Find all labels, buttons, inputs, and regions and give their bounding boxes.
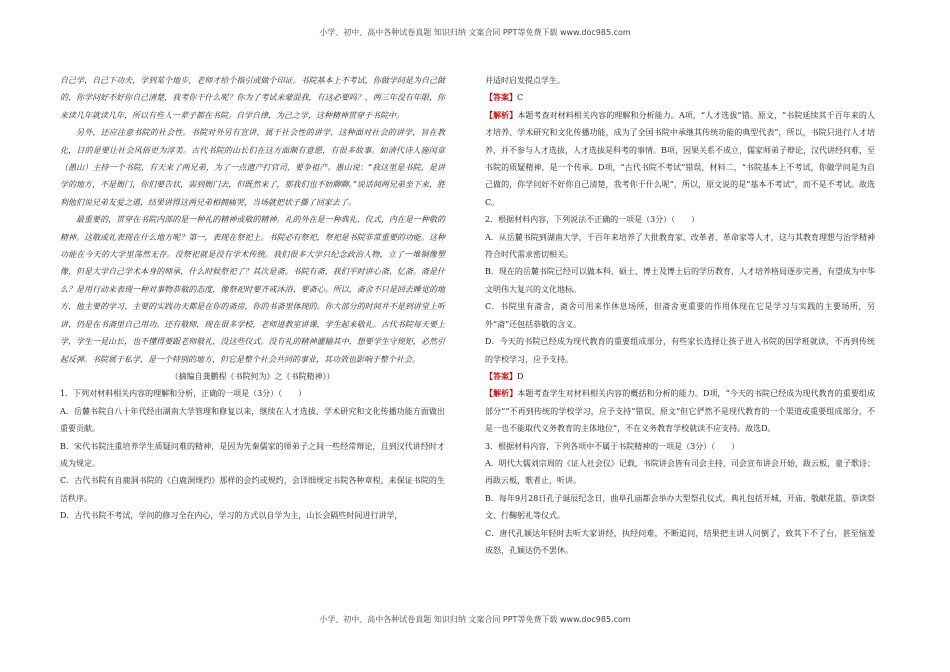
explanation-2 [485,385,875,437]
question-3-option-b: B．每年9月28日孔子诞辰纪念日，曲阜孔庙都会举办大型祭孔仪式，典礼包括开城、开庙、敬献花篮、恭读祭文、行鞠躬礼等仪式。 [485,493,875,521]
question-3: 3．根据材料内容，下列各项中不属于书院精神的一项是（3分）（ ） [485,441,740,451]
answer-1-value: C [517,93,524,103]
explanation-1-text: 本题考查对材料相关内容的理解和分析能力。A项，“人才选拔”错。原文，“书院延续其千百年来的人才培养、学术研究和文化传播功能，成为了全国书院中承继其传统功能的典型代表”，所以，书院只进行人才培养，并不参与人才选拔，人才选拔是科考的事情。B项，因果关系不成立，儒家师弟子辩论，汉代讲经问难，至书院的质疑精神，是一个传承。D项，“古代书院不考试”错误，材料二，“书院基本上不考试，你做学问是为自己做的，你学问好不好你自己清楚，我考你干什么呢”，所以，原文说的是“基本不考试”，而不是不考试。故选C。 [485,110,876,207]
answer-2-value: D [517,371,524,381]
question-2-option-d: D．今天的书院已经成为现代教育的重要组成部分，有些家长选择让孩子进入书院的国学班就读，不再到传统的学校学习，应予支持。 [485,337,875,364]
question-1-option-d-continued: 并适时启发提点学生。 [485,76,565,85]
question-2-option-b: B．现在的岳麓书院已经可以做本科、硕士、博士及博士后的学历教育，人才培养格局逐步完善，有望成为中华文明伟大复兴的文化地标。 [485,267,875,294]
question-3-option-a: A．明代大儒刘宗周的《证人社会仪》记载，书院讲会皆有司会主持，司会宣布讲会开始，跋云板，童子歌诗；再跋云板，歌者止，听讲。 [485,458,875,486]
explanation-1 [485,107,875,211]
answer-1-tag: 【答案】 [485,93,517,103]
passage-paragraph-2: 另外，还应注意书院的社会性。书院对外另有宣讲，属于社会性的讲学，这种面对社会的讲学，旨在教化，目的是要让社会风俗更为淳美。古代书院的山长们在这方面颇有意愿，有很多故事。如清代诗人施闰章（愚山）主持一个书院，有天来了两兄弟，为了一点遗产打官司，要争祖产。愚山说：“我这里是书院，是讲学的地方，不是衙门，你们要告状，需到衙门去，但既然来了，那我们也不妨聊聊。”说话间两兄弟坐下来，胜利他们说兄弟友爱之道，结果讲得这两兄弟相拥痛哭，当场就把状子撕了回家去了。 [60,128,445,207]
page-header: 小学、初中、高中各种试卷真题 知识归纳 文案合同 PPT等免费下载 www.doc985.com [319,28,631,37]
question-1-option-d: D．古代书院不考试，学问的修习全在内心，学习的方式以自学为主，山长会隔些时间进行讲学， [60,511,403,521]
passage-source: （摘编自龚鹏程《书院何为》之《书院精神》） [170,371,335,381]
question-1-option-c: C．古代书院有自鹿洞书院的《白鹿洞规约》那样的会约或规约，会详细规定书院各种章程，来保证书院的生活秩序。 [60,476,445,503]
question-1: 1．下列对材料相关内容的理解和分析，正确的一项是（3分）（ ） [60,389,307,399]
page-footer: 小学、初中、高中各种试卷真题 知识归纳 文案合同 PPT等免费下载 www.doc985.com [319,615,631,624]
question-3-option-c: C．唐代孔颖达年轻时去听大家讲经，执经问难，不断追问，结果把主讲人问倒了，致其下不了台，甚至恼羞成怒，孔颖达仍不罢休。 [485,528,875,555]
answer-2-tag: 【答案】 [485,371,517,381]
question-2-option-c: C．书院里有斋舍，斋舍可用来作休息场所，但斋舍更重要的作用体现在它是学习与实践的主要场所，另外“斋”还包括恭敬的含义。 [485,302,875,329]
passage-paragraph-1: 自己学，自己下功夫，学到某个地步，老师才给个指引或做个印证。书院基本上不考试，你做学问是为自己做的，你学问好不好你自己清楚，我考你干什么呢？你为了考试来蒙混我，有这必要吗？，两三年没有年限，你来读几年就读几年，所以有些人一辈子都在书院。自学自律，为己之学，这种精神贯穿于书院中。 [60,76,445,120]
question-2-option-a: A．从岳麓书院到湖南大学，千百年来培养了大批教育家、改革者、革命家等人才，这与其教育理想与治学精神符合时代需求密切相关。 [485,232,875,260]
question-1-option-b: B．宋代书院注重培养学生质疑问难的精神，是因为先秦儒家的师弟子之间一些经常辩论，且到汉代讲经时才成为规定。 [60,441,445,468]
right-column [485,72,875,559]
question-1-option-a: A．岳麓书院自八十年代经由湖南大学管理和修复以来，继续在人才选拔、学术研究和文化传播功能方面做出重要贡献。 [60,406,445,434]
passage-paragraph-3: 最重要的，贯穿在书院内部的是一种礼的精神或敬的精神。礼的外在是一种典礼、仪式，内在是一种敬的精神。这敬或礼表现在什么地方呢？第一，表现在祭祀上。书院必有祭祀，祭祀是书院非常重要的功能。这种功能在今天的大学里荡然无存。没祭祀就是没有学术传统。我们很多大学只纪念政治人物，立了一堆铜像塑像，但是大学自己学术本身的师承，什么时候祭祀了？其次是斋。书院有斋，我们平时讲心斋、忆斋。斋是什么？是用行动来表现一种对事物恭敬的态度，像祭祀时要齐戒沐浴、要斋心。所以，斋舍不只是回去睡觉的地方，他主要的学习、主要的实践功夫都是在你的斋房，你的书斋里体现的。你大部分的时间并不是到讲堂上听讲，仍是在书斋里自己用功。还有敬师，现在很多学校，老师进教室讲课，学生起来敬礼。古代书院每天要上学，学生一見山长，也不懂得要跟老师敬礼，没这些仪式。没有礼的精神灌输其中，想要学生守规矩，必然引起反弹。书院属于私学，是一个特别的地方，但它是整个社会共同的事业，其功效也影响于整个社会。 [60,215,445,364]
explanation-2-tag: 【解析】 [485,389,518,399]
answer-2 [485,368,875,385]
explanation-1-tag: 【解析】 [485,110,518,120]
left-column [60,72,445,525]
question-2: 2．根据材料内容，下列说法不正确的一项是（3分）（ ） [485,215,700,225]
explanation-2-text: 本题考查学生对材料相关内容的概括和分析的能力。D项，“今天的书院已经成为现代教育的重要组成部分”“不再到传统的学校学习，应予支持”错误，原文“但它俨然不是现代教育的一个渠道或重要组成部分，不是一也不能取代义务教育的主体地位”，不在义务教育学校就读不应支持。故选D。 [485,389,876,434]
answer-1 [485,89,875,106]
